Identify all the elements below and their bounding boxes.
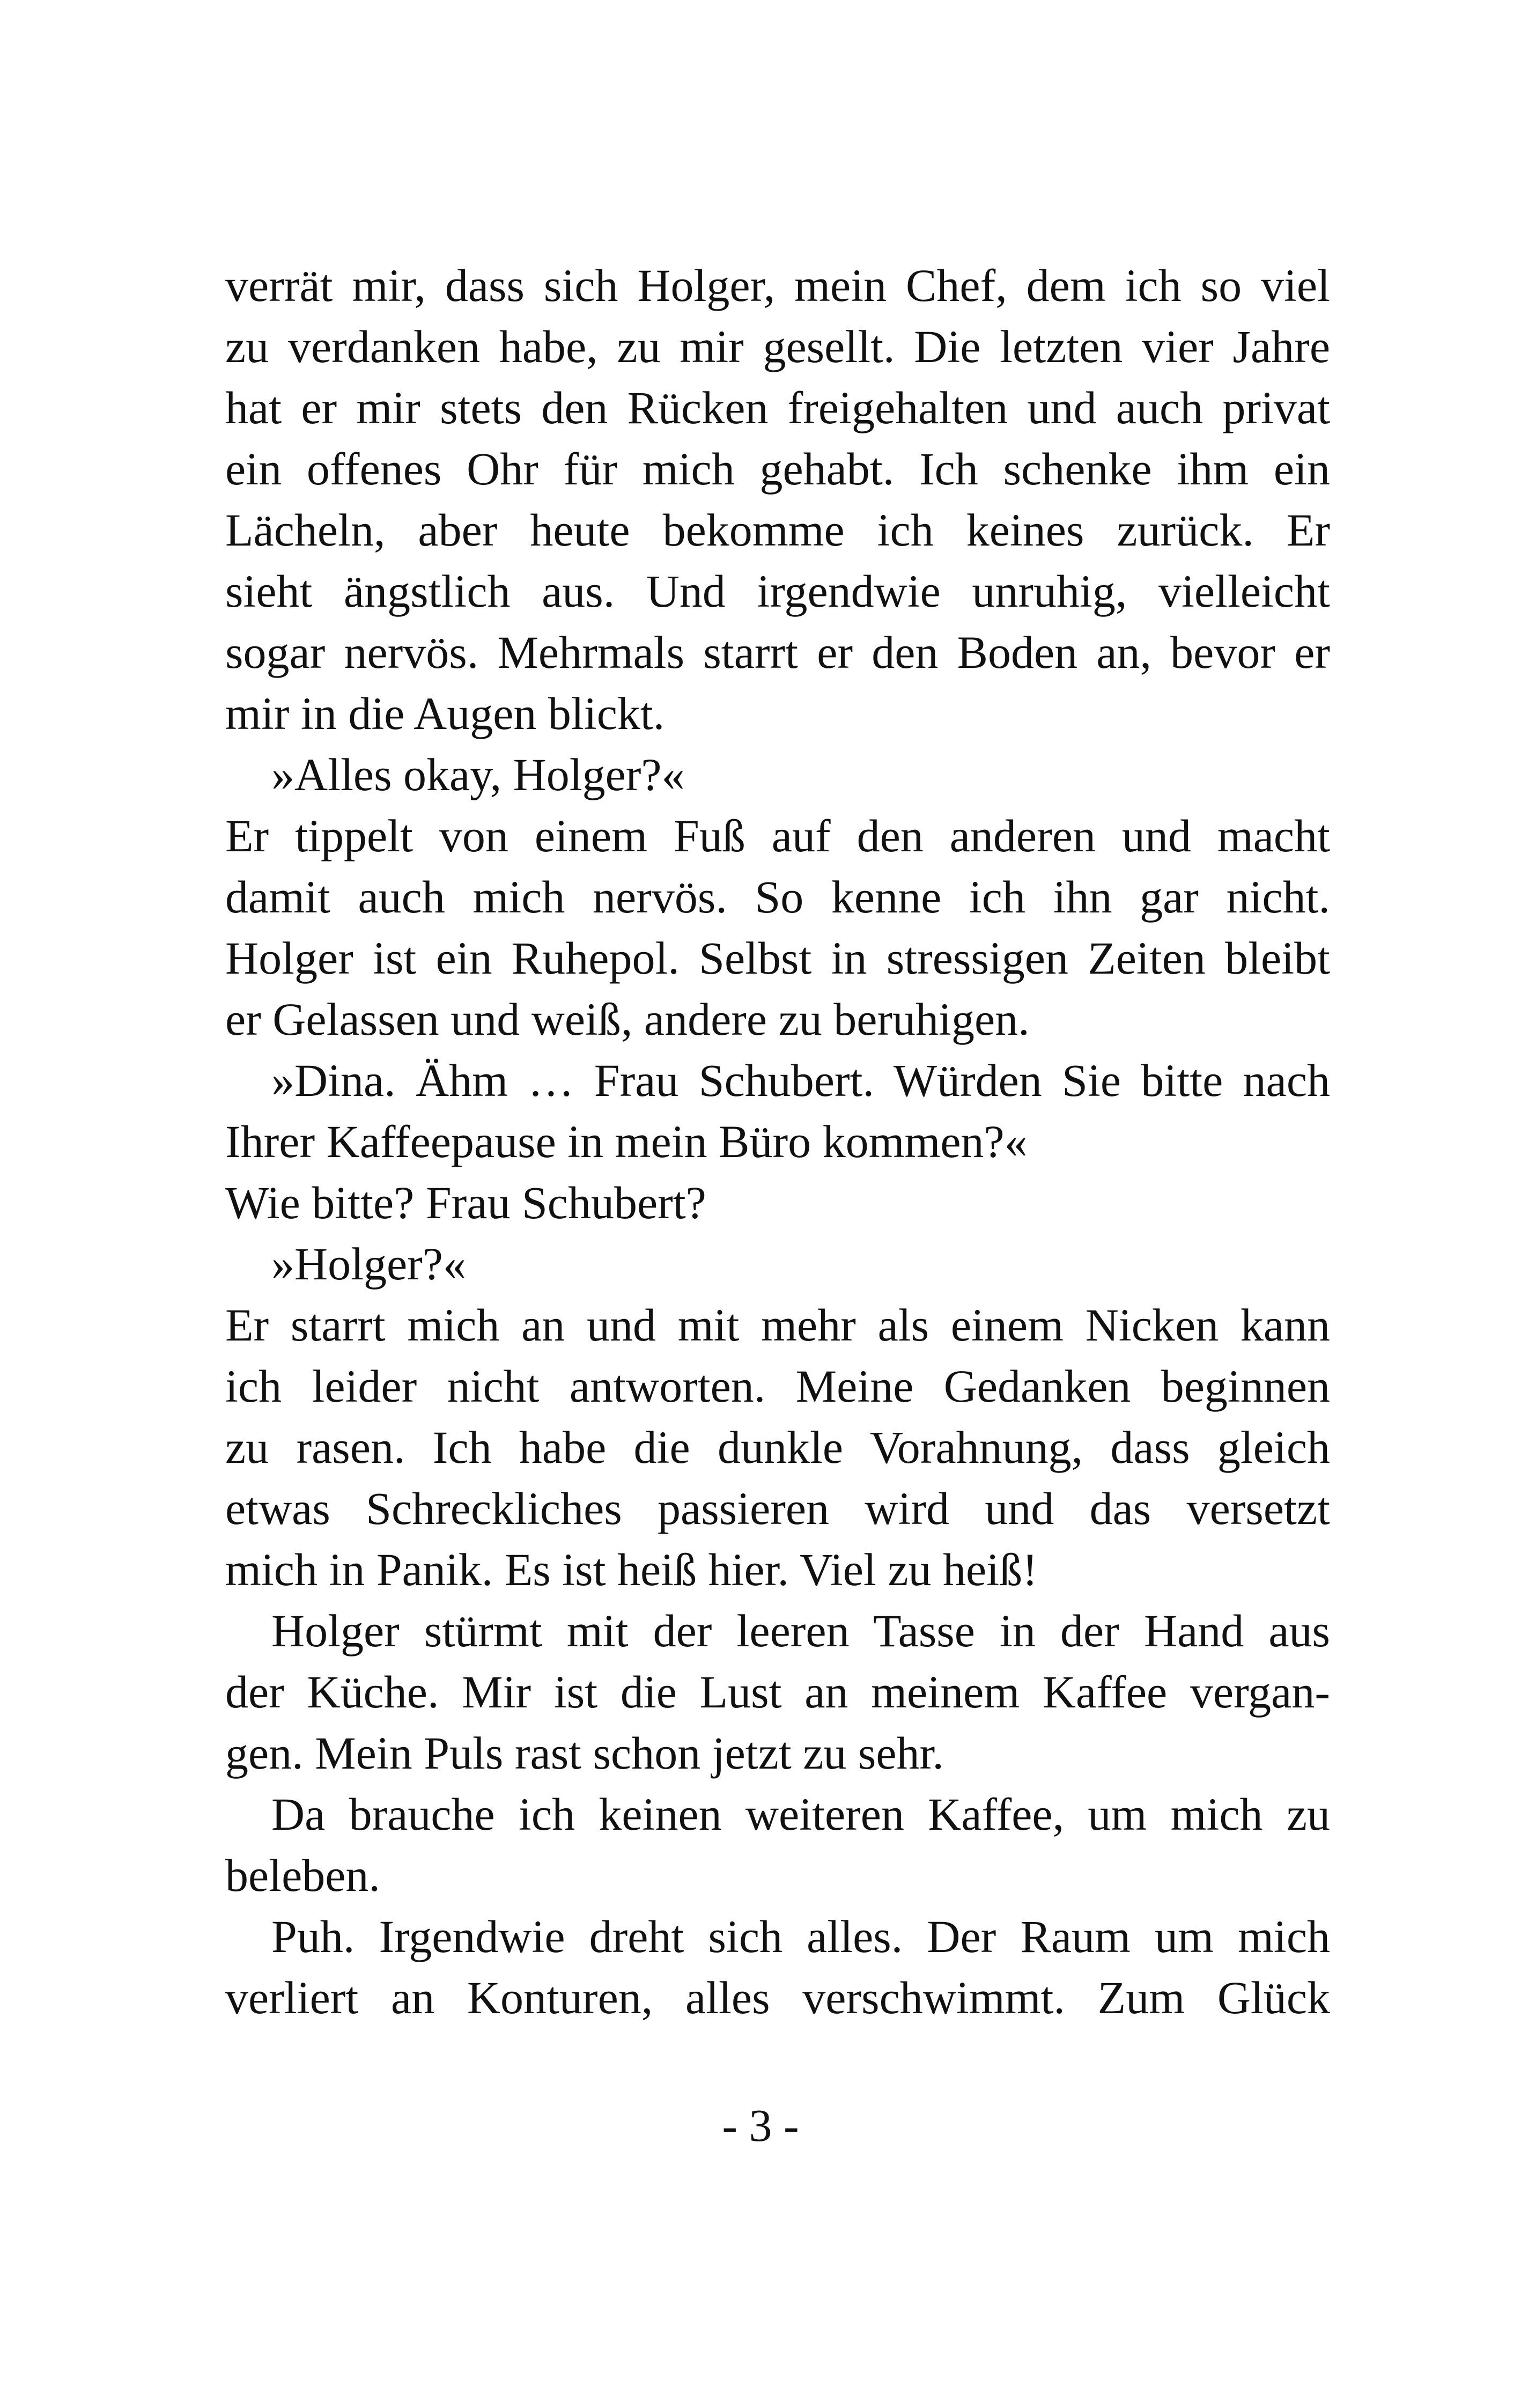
- text-line: Da brauche ich keinen weiteren Kaffee, um mich zu: [271, 1788, 1330, 1840]
- text-line: Holger ist ein Ruhepol. Selbst in stressigen Zeiten bleibt: [225, 932, 1330, 984]
- text-line: Puh. Irgendwie dreht sich alles. Der Raum um mich: [271, 1911, 1330, 1962]
- text-line: Holger stürmt mit der leeren Tasse in der Hand aus: [271, 1605, 1330, 1656]
- text-line: zu verdanken habe, zu mir gesellt. Die letzten vier Jahre: [225, 321, 1330, 372]
- text-line: ich leider nicht antworten. Meine Gedanken beginnen: [225, 1360, 1330, 1412]
- text-line: sieht ängstlich aus. Und irgendwie unruhig, vielleicht: [225, 565, 1330, 617]
- text-line: etwas Schreckliches passieren wird und das versetzt: [225, 1483, 1330, 1534]
- text-line: der Küche. Mir ist die Lust an meinem Kaffee vergan-: [225, 1666, 1330, 1718]
- text-line: sogar nervös. Mehrmals starrt er den Boden an, bevor er: [225, 627, 1330, 678]
- text-line: Lächeln, aber heute bekomme ich keines zurück. Er: [225, 504, 1330, 556]
- text-line: Er tippelt von einem Fuß auf den anderen und macht: [225, 810, 1330, 861]
- text-line: er Gelassen und weiß, andere zu beruhigen.: [225, 993, 1030, 1045]
- text-line: ein offenes Ohr für mich gehabt. Ich schenke ihm ein: [225, 443, 1330, 495]
- book-page-body: [225, 255, 1330, 2028]
- text-line: Wie bitte? Frau Schubert?: [225, 1177, 706, 1228]
- dialogue-line: »Holger?«: [271, 1238, 466, 1290]
- text-line: damit auch mich nervös. So kenne ich ihn gar nicht.: [225, 871, 1330, 923]
- text-line: zu rasen. Ich habe die dunkle Vorahnung, dass gleich: [225, 1422, 1330, 1473]
- text-line: Er starrt mich an und mit mehr als einem Nicken kann: [225, 1299, 1330, 1351]
- text-line: beleben.: [225, 1850, 380, 1901]
- dialogue-line: Ihrer Kaffeepause in mein Büro kommen?«: [225, 1116, 1028, 1167]
- text-line: mir in die Augen blickt.: [225, 688, 665, 739]
- dialogue-line: »Alles okay, Holger?«: [271, 749, 685, 800]
- text-line: verliert an Konturen, alles verschwimmt. Zum Glück: [225, 1972, 1330, 2023]
- text-line: mich in Panik. Es ist heiß hier. Viel zu heiß!: [225, 1544, 1038, 1595]
- text-line: verrät mir, dass sich Holger, mein Chef, dem ich so viel: [225, 260, 1330, 311]
- page-number: - 3 -: [722, 2100, 799, 2151]
- text-line: gen. Mein Puls rast schon jetzt zu sehr.: [225, 1727, 944, 1779]
- text-line: hat er mir stets den Rücken freigehalten und auch privat: [225, 382, 1330, 433]
- dialogue-line: »Dina. Ähm … Frau Schubert. Würden Sie bitte nach: [271, 1055, 1330, 1106]
